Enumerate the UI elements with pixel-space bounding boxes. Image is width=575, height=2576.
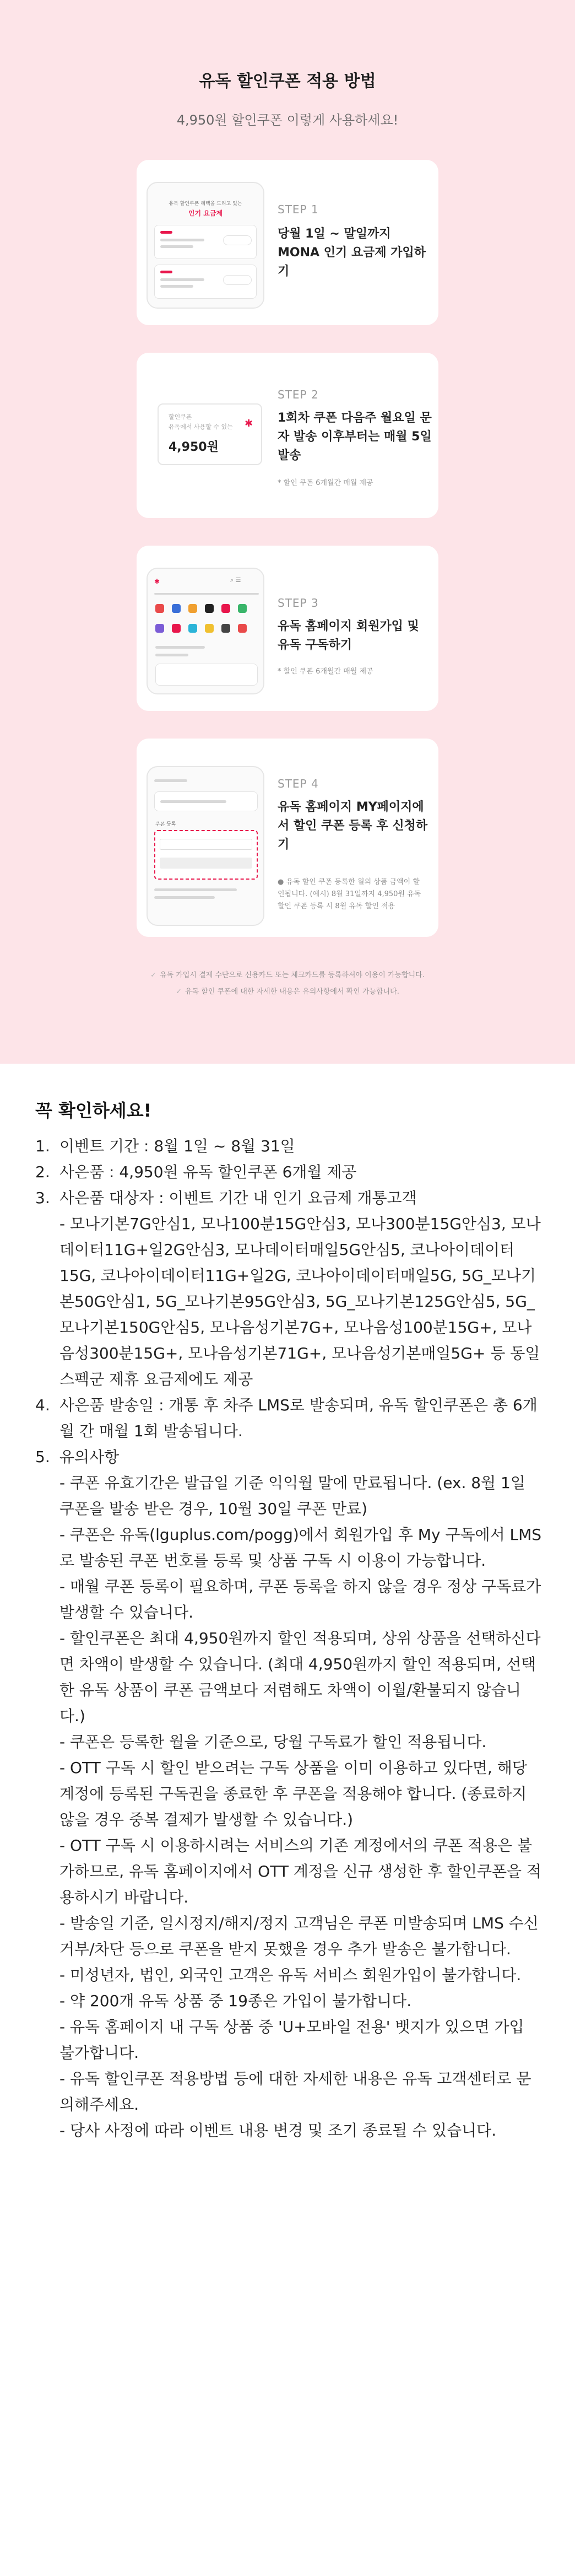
check-icon: ✓ [150,971,157,979]
eligible-plan-list: - 모나기본7G안심1, 모나100분15G안심3, 모나300분15G안심3, 모나데이터11G+일2G안심3, 모나데이터매일5G안심5, 코나아이데이터15G, 코나아이데이터11G+일2G, 코나아이데이터매일5G, 5G_모나기본50G안심1, 5G_모나기본95G안심3, 5G_모나기본125G안심5, 5G_모나기본150G안심5, 모나음성기본7G+, 모나음성100분15G+, 모나음성300분15G+, 모나음성기본71G+, 모나음성기본매일5G+ 등 동일 스펙군 제휴 요금제에도 제공 [59,1215,541,1388]
step-label: STEP 4 [278,777,319,790]
notice-item: 4. 사은품 발송일 : 개통 후 차주 LMS로 발송되며, 유독 할인쿠폰은 총 6개월 간 매월 1회 발송됩니다. [35,1396,538,1440]
caution-item: - 할인쿠폰은 최대 4,950원까지 할인 적용되며, 상위 상품을 선택하신다면 차액이 발생할 수 있습니다. (최대 4,950원까지 할인 적용되며, 선택한 유독 상품이 쿠폰 금액보다 저렴해도 차액이 이월/환불되지 않습니다.) [59,1629,541,1725]
footnote-1: ✓ 유독 가입시 결제 수단으로 신용카드 또는 체크카드를 등록하셔야 이용이 가능합니다. [150,971,425,979]
coupon-register-box [154,830,258,880]
notice-list [35,1133,542,1211]
brand-logo-icon: ✱ [154,578,160,585]
coupon-value: 4,950원 [169,440,219,454]
step-3-card [137,546,438,711]
footnote-2: ✓ 유독 할인 쿠폰에 대한 자세한 내용은 유의사항에서 확인 가능합니다. [176,988,399,996]
coupon-line2: 유독에서 사용할 수 있는 [169,423,233,430]
step-1-card [137,160,438,325]
step-title: 당월 1일 ~ 말일까지 MONA 인기 요금제 가입하기 [278,227,426,278]
caution-item: - 유독 할인쿠폰 적용방법 등에 대한 자세한 내용은 유독 고객센터로 문의해주세요. [59,2070,531,2114]
coupon-guide-section [0,0,575,1064]
step-title: 유독 홈페이지 회원가입 및 유독 구독하기 [278,619,419,652]
caution-item: - 유독 홈페이지 내 구독 상품 중 'U+모바일 전용' 뱃지가 있으면 가입 불가합니다. [59,2018,524,2062]
mock-coupon-title: 쿠폰 등록 [155,822,176,827]
mock-plan-card [154,265,257,299]
guide-subtitle: 4,950원 할인쿠폰 이렇게 사용하세요! [176,112,399,128]
step-4-card [137,739,438,937]
caution-item: - 미성년자, 법인, 외국인 고객은 유독 서비스 회원가입이 불가합니다. [59,1966,522,1984]
notice-item: 5. 유의사항 [35,1448,120,1466]
step-label: STEP 1 [278,203,319,216]
caution-item: - 약 200개 유독 상품 중 19종은 가입이 불가합니다. [59,1992,412,2010]
mock-plan-card [154,225,257,259]
caution-item: - 당사 사정에 따라 이벤트 내용 변경 및 조기 종료될 수 있습니다. [59,2121,497,2140]
homepage-phone-mockup [147,568,264,694]
step-label: STEP 2 [278,388,319,401]
caution-item: - 발송일 기준, 일시정지/해지/정지 고객님은 쿠폰 미발송되며 LMS 수신거부/차단 등으로 쿠폰을 받지 못했을 경우 추가 발송은 불가합니다. [59,1914,539,1958]
check-icon: ✓ [176,988,182,996]
notice-item: 2. 사은품 : 4,950원 유독 할인쿠폰 6개월 제공 [35,1163,357,1181]
mock-header-b: 인기 요금제 [188,209,223,217]
step-2-card [137,353,438,518]
notice-section [0,1064,575,2176]
caution-item: - OTT 구독 시 할인 받으려는 구독 상품을 이미 이용하고 있다면, 해당 계정에 등록된 구독권을 종료한 후 쿠폰을 적용해야 합니다. (종료하지 않을 경우 중복 결제가 발생할 수 있습니다.) [59,1759,527,1829]
mock-header-a: 유독 할인쿠폰 혜택을 드리고 있는 [169,201,242,207]
step-note: * 할인 쿠폰 6개월간 매월 제공 [278,667,373,676]
step-note: ● 유독 할인 쿠폰 등록한 월의 상품 금액이 할인됩니다. (예시) 8월 31일까지 4,950원 유독 할인 쿠폰 등록 시 8월 유독 할인 적용 [278,878,421,910]
caution-item: - 쿠폰 유효기간은 발급일 기준 익익월 말에 만료됩니다. (ex. 8월 1일 쿠폰을 발송 받은 경우, 10월 30일 쿠폰 만료) [59,1474,525,1518]
caution-item: - OTT 구독 시 이용하시려는 서비스의 기존 계정에서의 쿠폰 적용은 불가하므로, 유독 홈페이지에서 OTT 계정을 신규 생성한 후 할인쿠폰을 적용하시기 바랍니다. [59,1836,542,1906]
step-title: 유독 홈페이지 MY페이지에서 할인 쿠폰 등록 후 신청하기 [278,800,428,852]
notice-item: 1. 이벤트 기간 : 8월 1일 ~ 8월 31일 [35,1137,295,1155]
caution-item: - 매월 쿠폰 등록이 필요하며, 쿠폰 등록을 하지 않을 경우 정상 구독료가 발생할 수 있습니다. [59,1577,541,1621]
guide-title: 유독 할인쿠폰 적용 방법 [199,72,376,91]
caution-item: - 쿠폰은 등록한 월을 기준으로, 당월 구독료가 할인 적용됩니다. [59,1733,487,1751]
notice-item: 3. 사은품 대상자 : 이벤트 기간 내 인기 요금제 개통고객 [35,1189,417,1207]
notice-title: 꼭 확인하세요! [35,1100,152,1121]
plan-list-phone-mockup [147,182,264,309]
step-label: STEP 3 [278,596,319,610]
coupon-line1: 할인쿠폰 [169,413,192,421]
step-title: 1회차 쿠폰 다음주 월요일 문자 발송 이후부터는 매월 5일 발송 [278,411,432,462]
caution-item: - 쿠폰은 유독(lguplus.com/pogg)에서 회원가입 후 My 구독에서 LMS로 발송된 쿠폰 번호를 등록 및 상품 구독 시 이용이 가능합니다. [59,1526,542,1570]
brand-logo-icon: ✱ [245,418,253,429]
coupon-mockup [158,403,262,465]
mypage-phone-mockup [147,766,264,926]
step-note: * 할인 쿠폰 6개월간 매월 제공 [278,479,373,487]
search-icon: ⌕ ☰ [230,576,241,584]
